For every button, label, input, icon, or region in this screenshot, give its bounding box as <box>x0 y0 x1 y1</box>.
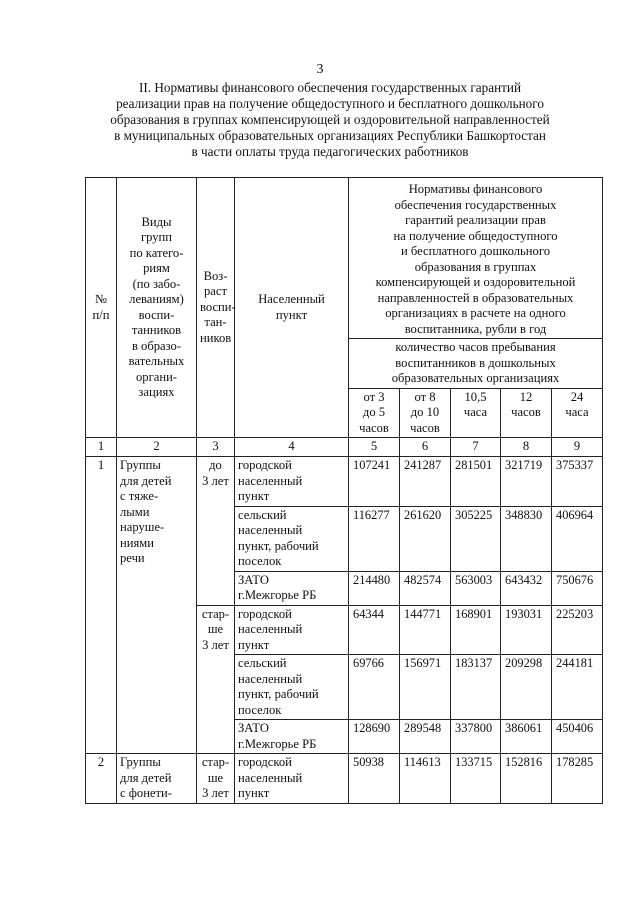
cell-line: п/п <box>92 307 110 322</box>
cell-line: пункт <box>275 307 308 322</box>
norm-value: 348830 <box>501 506 552 571</box>
cell-line: танников <box>131 323 182 337</box>
norm-value: 241287 <box>400 457 451 507</box>
cell-line: по катего- <box>129 245 184 260</box>
cell-line: воспитанников в дошкольных <box>395 355 556 370</box>
cell-line: раст <box>204 284 227 299</box>
cell-line: воспитанника, рубли в год <box>404 321 547 336</box>
cell-line: воспи- <box>200 299 236 314</box>
norm-value: 386061 <box>501 720 552 754</box>
title-line: образования в группах компенсирующей и оздоровительной направленностей <box>110 112 550 127</box>
cell-line: городской <box>238 606 292 621</box>
norm-value: 337800 <box>451 720 501 754</box>
title-line: в части оплаты труда педагогических работников <box>191 144 469 159</box>
cell-line: на получение общедоступного <box>393 228 558 243</box>
cell-line: сельский <box>238 507 287 522</box>
age-group <box>197 457 235 606</box>
settlement-cell <box>235 754 349 804</box>
settlement-cell <box>235 655 349 720</box>
cell-line: поселок <box>238 702 282 717</box>
norm-value: 563003 <box>451 571 501 605</box>
cell-line: компенсирующей и оздоровительной <box>375 275 576 289</box>
settlement-cell <box>235 571 349 605</box>
cell-line: обеспечения государственных <box>394 197 557 212</box>
norm-value: 178285 <box>552 754 603 804</box>
norm-value: 289548 <box>400 720 451 754</box>
norm-value: 244181 <box>552 655 603 720</box>
cell-line: пункт, рабочий <box>238 538 319 553</box>
cell-line: с тяже- <box>120 489 159 503</box>
header-age <box>197 178 235 438</box>
cell-line: образования в группах <box>414 259 537 274</box>
norm-value: 750676 <box>552 571 603 605</box>
cell-line: направленностей в образовательных <box>377 290 574 305</box>
cell-line: пункт <box>238 489 270 503</box>
title-line: в муниципальных образовательных организациях Республики Башкортостан <box>114 128 546 143</box>
cell-line: поселок <box>238 554 282 568</box>
column-number: 9 <box>552 438 603 457</box>
cell-line: зациях <box>138 385 175 399</box>
norms-table <box>85 177 603 804</box>
cell-line: Нормативы финансового <box>408 182 543 196</box>
cell-line: до 5 <box>362 405 386 419</box>
cell-line: (по забо- <box>132 276 181 291</box>
cell-line: от 3 <box>363 389 385 404</box>
cell-line: риям <box>143 261 170 275</box>
cell-line: часа <box>565 405 589 419</box>
cell-line: образовательных организациях <box>391 371 560 385</box>
table-row <box>86 754 603 804</box>
settlement-cell <box>235 506 349 571</box>
column-number: 4 <box>235 438 349 457</box>
cell-line: лыми <box>120 504 150 519</box>
age-group <box>197 754 235 804</box>
norm-value: 107241 <box>349 457 400 507</box>
cell-line: стар- <box>201 755 230 769</box>
cell-line: ниями <box>120 535 154 550</box>
cell-line: гарантий реализации прав <box>405 213 546 227</box>
cell-line: г.Межгорье РБ <box>238 588 317 602</box>
cell-line: 10,5 <box>464 389 487 404</box>
column-number: 2 <box>117 438 197 457</box>
cell-line: населенный <box>238 523 303 537</box>
cell-line: Воз- <box>203 268 228 283</box>
cell-line: городской <box>238 755 292 769</box>
cell-line: органи- <box>135 369 178 384</box>
column-number: 3 <box>197 438 235 457</box>
cell-line: наруше- <box>120 520 165 534</box>
cell-line: сельский <box>238 656 287 670</box>
cell-line: населенный <box>238 622 303 636</box>
norm-value: 193031 <box>501 605 552 655</box>
cell-line: ЗАТО <box>238 572 269 587</box>
cell-line: ЗАТО <box>238 721 269 735</box>
cell-line: от 8 <box>414 389 436 404</box>
cell-line: часа <box>463 405 488 419</box>
cell-line: воспи- <box>138 307 175 322</box>
norm-value: 183137 <box>451 655 501 720</box>
title-line: реализации прав на получение общедоступного и бесплатного дошкольного <box>116 96 544 111</box>
norm-value: 64344 <box>349 605 400 655</box>
cell-line: стар- <box>201 606 230 621</box>
cell-line: до <box>209 458 222 472</box>
cell-line: часов <box>410 420 440 435</box>
cell-line: для детей <box>120 473 172 488</box>
cell-line: Группы <box>120 755 161 769</box>
cell-line: Группы <box>120 458 161 472</box>
norm-value: 144771 <box>400 605 451 655</box>
column-number: 5 <box>349 438 400 457</box>
column-number: 1 <box>86 438 117 457</box>
cell-line: для детей <box>120 770 172 785</box>
settlement-cell <box>235 720 349 754</box>
column-number: 8 <box>501 438 552 457</box>
cell-line: вательных <box>128 354 185 368</box>
cell-line: ше <box>207 622 224 636</box>
norm-value: 114613 <box>400 754 451 804</box>
settlement-cell <box>235 457 349 507</box>
norm-value: 261620 <box>400 506 451 571</box>
column-number-row <box>86 438 603 457</box>
cell-line: 3 лет <box>202 473 229 488</box>
group-number: 1 <box>86 457 117 754</box>
cell-line: тан- <box>204 315 227 330</box>
norm-value: 643432 <box>501 571 552 605</box>
cell-line: городской <box>238 458 292 472</box>
cell-line: групп <box>140 230 173 244</box>
cell-line: леваниям) <box>129 292 184 306</box>
cell-line: ше <box>207 770 224 785</box>
cell-line: организациях в расчете на одного <box>385 306 566 320</box>
norm-value: 375337 <box>552 457 603 507</box>
cell-line: № <box>94 292 108 306</box>
group-kind <box>117 754 197 804</box>
age-group <box>197 605 235 754</box>
header-settlement <box>235 178 349 438</box>
cell-line: и бесплатного дошкольного <box>401 244 550 258</box>
header-hours-2 <box>400 388 451 438</box>
header-hours-3 <box>451 388 501 438</box>
cell-line: г.Межгорье РБ <box>238 736 317 751</box>
title-line: II. Нормативы финансового обеспечения государственных гарантий <box>138 80 522 95</box>
cell-line: часов <box>511 405 541 419</box>
cell-line: часов <box>359 420 389 435</box>
header-norms <box>349 178 603 339</box>
cell-line: в образо- <box>131 338 182 353</box>
cell-line: с фонети- <box>120 786 172 800</box>
header-num <box>86 178 117 438</box>
norm-value: 168901 <box>451 605 501 655</box>
cell-line: до 10 <box>410 405 440 419</box>
norm-value: 209298 <box>501 655 552 720</box>
norm-value: 321719 <box>501 457 552 507</box>
cell-line: 3 лет <box>202 637 229 652</box>
header-hours <box>349 339 603 389</box>
norm-value: 450406 <box>552 720 603 754</box>
group-number: 2 <box>86 754 117 804</box>
cell-line: населенный <box>238 770 303 785</box>
norm-value: 406964 <box>552 506 603 571</box>
cell-line: пункт <box>238 786 270 800</box>
cell-line: 24 <box>570 389 584 404</box>
cell-line: населенный <box>238 671 303 686</box>
cell-line: Населенный <box>258 292 325 306</box>
settlement-cell <box>235 605 349 655</box>
document-title <box>60 80 600 160</box>
table-row <box>86 457 603 507</box>
header-group-kind <box>117 178 197 438</box>
column-number: 6 <box>400 438 451 457</box>
header-hours-1 <box>349 388 400 438</box>
norm-value: 305225 <box>451 506 501 571</box>
norm-value: 133715 <box>451 754 501 804</box>
column-number: 7 <box>451 438 501 457</box>
norm-value: 281501 <box>451 457 501 507</box>
cell-line: Виды <box>141 214 172 229</box>
norm-value: 152816 <box>501 754 552 804</box>
norm-value: 128690 <box>349 720 400 754</box>
cell-line: населенный <box>238 473 303 488</box>
norm-value: 225203 <box>552 605 603 655</box>
cell-line: пункт <box>238 637 270 652</box>
group-kind <box>117 457 197 754</box>
header-hours-4 <box>501 388 552 438</box>
norm-value: 116277 <box>349 506 400 571</box>
norm-value: 69766 <box>349 655 400 720</box>
cell-line: ников <box>200 330 232 345</box>
norm-value: 214480 <box>349 571 400 605</box>
cell-line: речи <box>120 551 145 565</box>
norm-value: 482574 <box>400 571 451 605</box>
cell-line: 12 <box>519 389 533 404</box>
page-number: 3 <box>316 62 324 77</box>
norm-value: 50938 <box>349 754 400 804</box>
cell-line: количество часов пребывания <box>395 340 556 354</box>
norm-value: 156971 <box>400 655 451 720</box>
cell-line: пункт, рабочий <box>238 687 319 701</box>
cell-line: 3 лет <box>202 786 229 800</box>
header-row-1 <box>86 178 603 339</box>
header-hours-5 <box>552 388 603 438</box>
